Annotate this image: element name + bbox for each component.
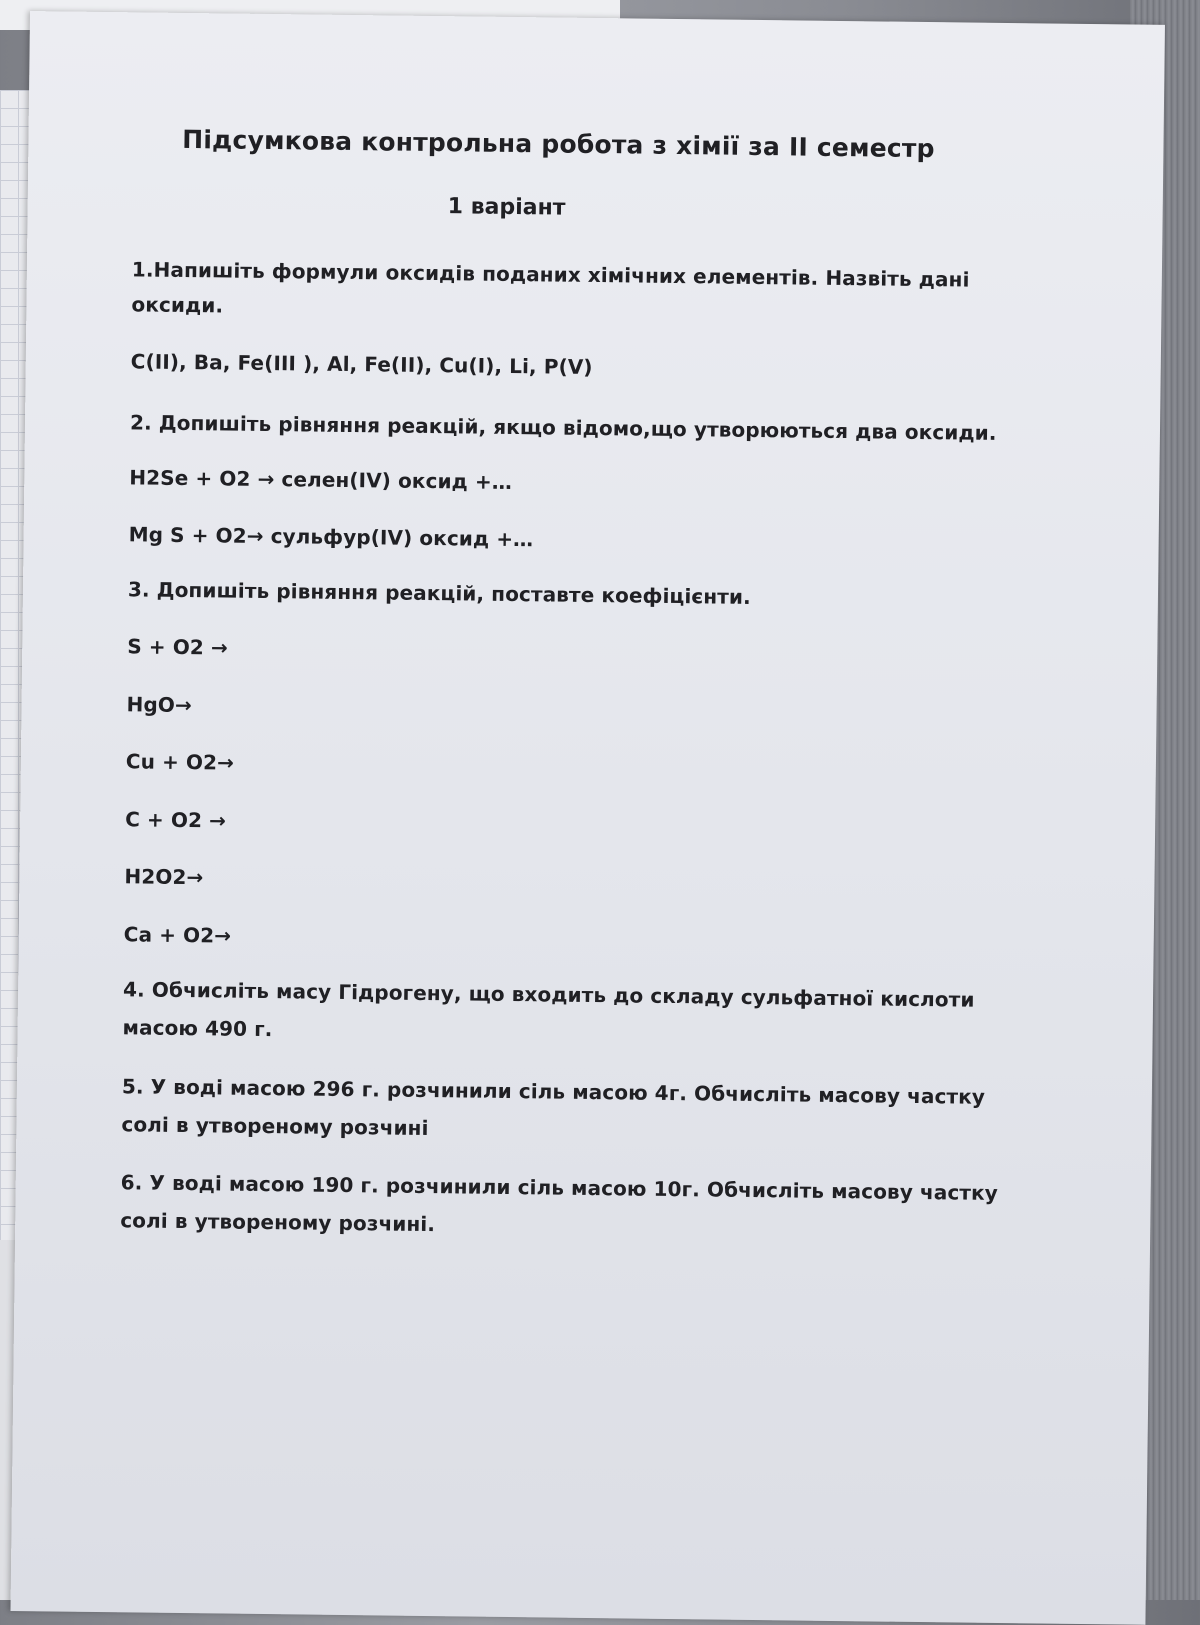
task-4-text-cont: масою 490 г. bbox=[122, 1015, 273, 1042]
task-5-text-cont: солі в утвореному розчині bbox=[121, 1112, 429, 1141]
variant-label: 1 варіант bbox=[447, 194, 566, 221]
task-2-text: 2. Допишіть рівняння реакцій, якщо відомо,що утворюються два оксиди. bbox=[129, 410, 997, 445]
task-3-equation-6: Ca + O2→ bbox=[123, 922, 232, 948]
task-3-equation-4: C + O2 → bbox=[125, 807, 227, 833]
task-3-equation-1: S + O2 → bbox=[127, 634, 228, 660]
page-title: Підсумкова контрольна робота з хімії за ІІ семестр bbox=[182, 124, 935, 164]
task-2-equation-2: Mg S + O2→ сульфур(IV) оксид +… bbox=[128, 522, 534, 552]
task-3-equation-3: Cu + O2→ bbox=[125, 749, 235, 775]
task-6-text-cont: солі в утвореному розчині. bbox=[120, 1208, 436, 1237]
exam-sheet bbox=[10, 11, 1164, 1625]
task-1-text: 1.Напишіть формули оксидів поданих хімічних елементів. Назвіть дані bbox=[131, 257, 970, 292]
task-1-elements: C(II), Ba, Fe(III ), Al, Fe(II), Cu(I), Li, P(V) bbox=[130, 349, 593, 379]
task-6-text: 6. У воді масою 190 г. розчинили сіль масою 10г. Обчисліть масову частку bbox=[120, 1170, 999, 1205]
task-3-equation-2: HgO→ bbox=[126, 692, 192, 718]
task-2-equation-1: H2Se + O2 → селен(IV) оксид +… bbox=[129, 465, 513, 494]
task-1-text-cont: оксиди. bbox=[131, 292, 224, 318]
task-4-text: 4. Обчисліть масу Гідрогену, що входить до складу сульфатної кислоти bbox=[122, 977, 975, 1012]
task-5-text: 5. У воді масою 296 г. розчинили сіль масою 4г. Обчисліть масову частку bbox=[121, 1074, 986, 1109]
task-3-text: 3. Допишіть рівняння реакцій, поставте коефіцієнти. bbox=[127, 577, 751, 609]
task-3-equation-5: H2O2→ bbox=[124, 864, 204, 890]
